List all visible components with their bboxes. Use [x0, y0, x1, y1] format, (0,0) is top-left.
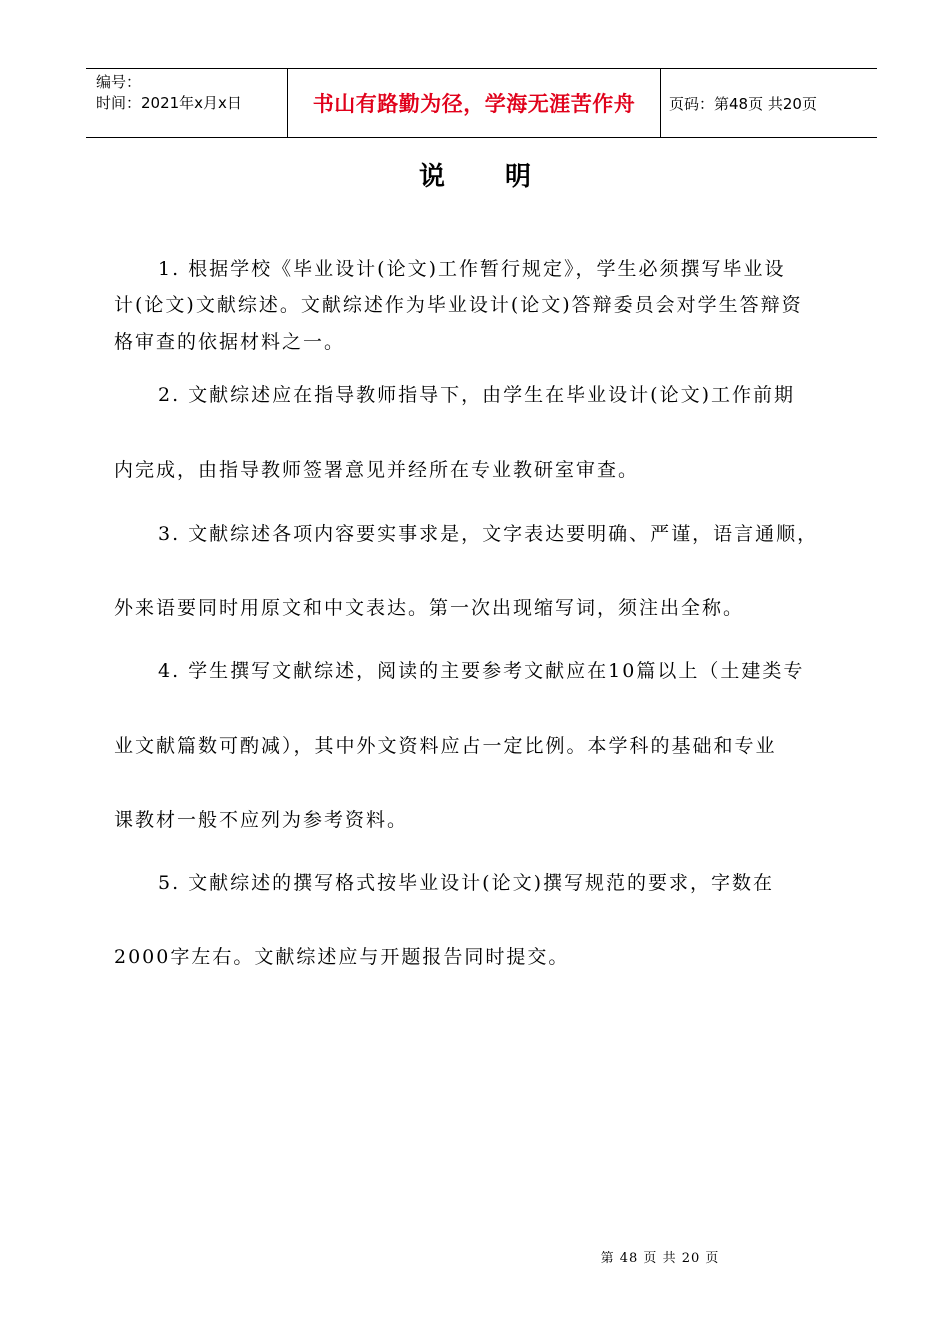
page-header [86, 68, 877, 138]
time-label: 时间：2021年x月x日 [96, 94, 242, 112]
page-footer: 第 48 页 共 20 页 [600, 1251, 720, 1266]
paragraph-line: 业文献篇数可酌减），其中外文资料应占一定比例。本学科的基础和专业 [114, 735, 777, 757]
paragraph-line: 3. 文献综述各项内容要实事求是，文字表达要明确、严谨，语言通顺， [158, 523, 819, 545]
header-motto-cell [288, 69, 661, 137]
motto: 书山有路勤为径，学海无涯苦作舟 [312, 92, 636, 116]
paragraph-line: 4. 学生撰写文献综述，阅读的主要参考文献应在10篇以上（土建类专 [158, 660, 805, 682]
paragraph-line: 2000字左右。文献综述应与开题报告同时提交。 [114, 946, 570, 968]
paragraph-line: 2. 文献综述应在指导教师指导下，由学生在毕业设计(论文)工作前期 [158, 384, 795, 406]
paragraph-line: 外来语要同时用原文和中文表达。第一次出现缩写词，须注出全称。 [114, 597, 745, 619]
paragraph-line: 1. 根据学校《毕业设计(论文)工作暂行规定》，学生必须撰写毕业设 [158, 258, 786, 280]
header-meta [86, 69, 288, 137]
paragraph-line: 课教材一般不应列为参考资料。 [114, 809, 409, 831]
page-info: 页码：第48页 共20页 [669, 94, 817, 113]
paragraph-line: 计(论文)文献综述。文献综述作为毕业设计(论文)答辩委员会对学生答辩资 [114, 294, 803, 316]
number-label: 编号： [96, 73, 142, 91]
header-page-info [661, 69, 877, 137]
paragraph-line: 格审查的依据材料之一。 [114, 331, 346, 353]
paragraph-line: 5. 文献综述的撰写格式按毕业设计(论文)撰写规范的要求，字数在 [158, 872, 774, 894]
page-title: 说明 [418, 162, 591, 192]
paragraph-line: 内完成，由指导教师签署意见并经所在专业教研室审查。 [114, 459, 640, 481]
